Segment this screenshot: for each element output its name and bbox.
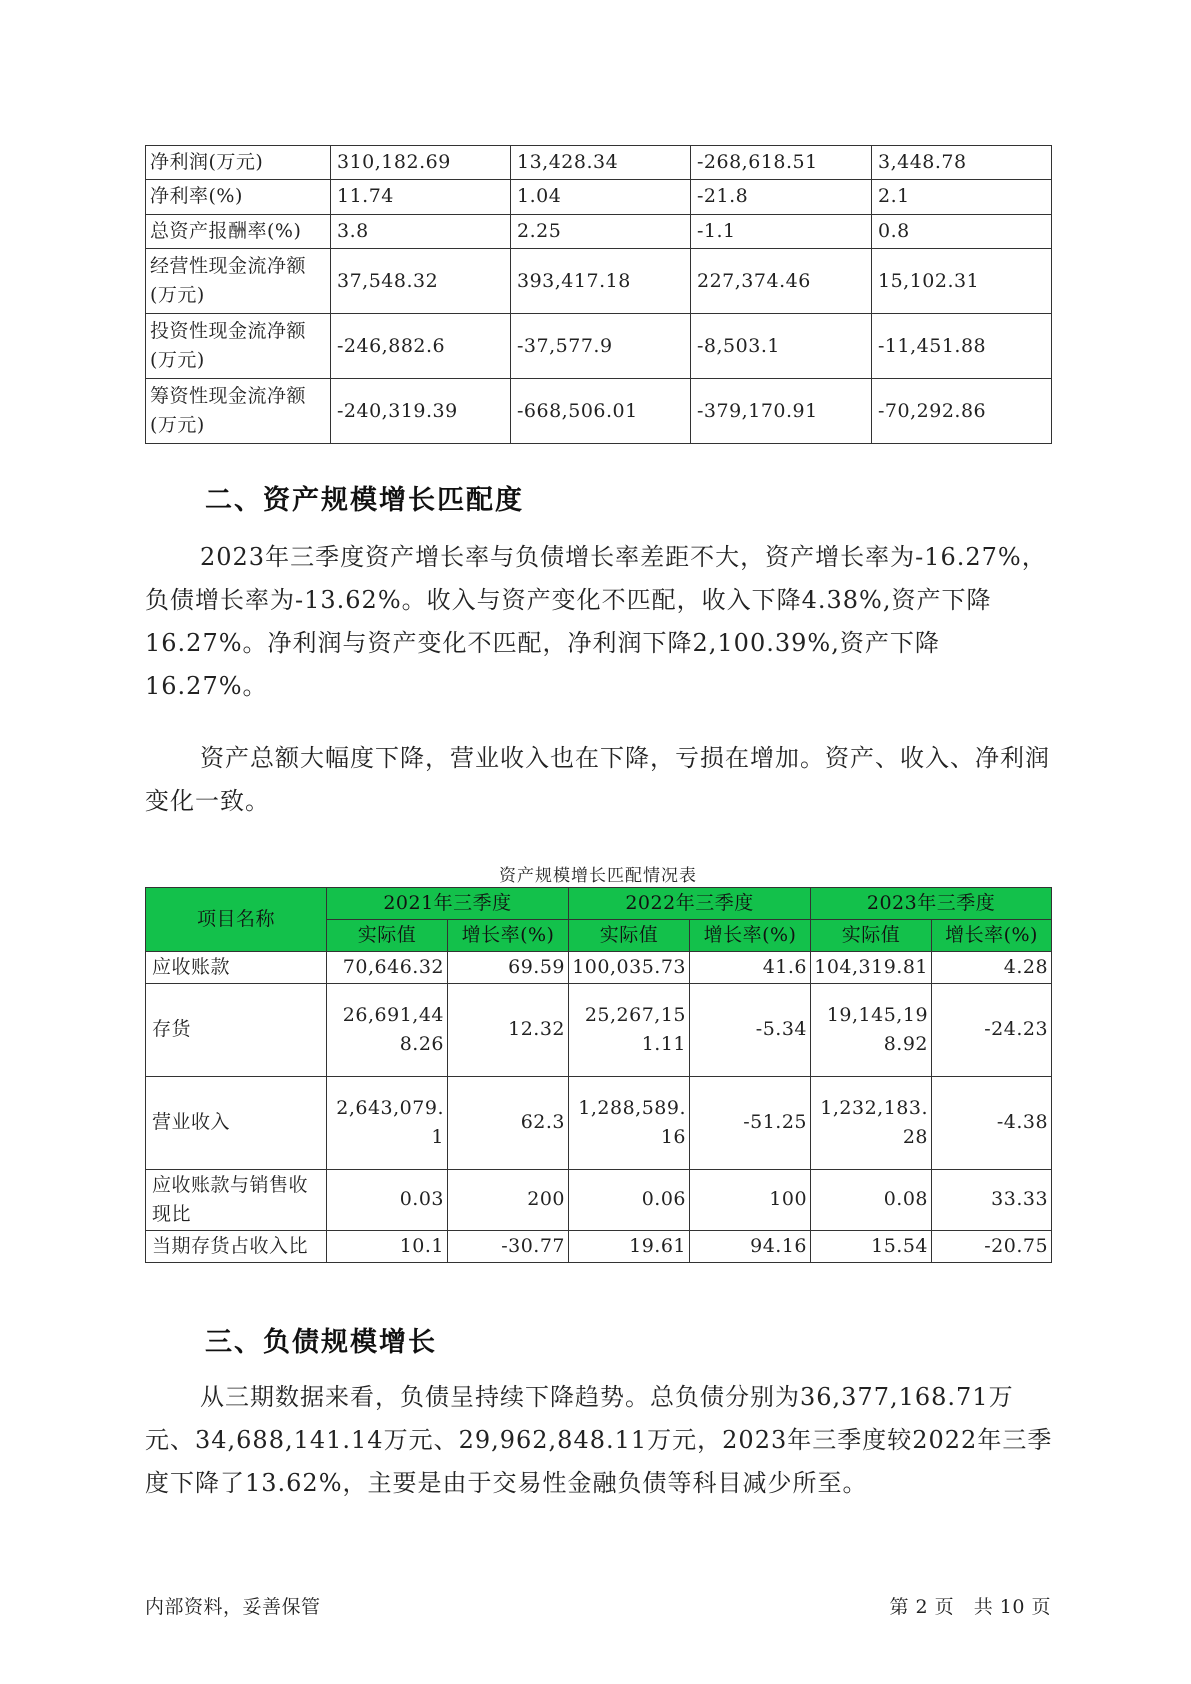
row-label: 应收账款与销售收现比 <box>146 1170 327 1231</box>
table-cell: 1,232,183.28 <box>811 1077 932 1170</box>
table-cell: -668,506.01 <box>511 379 691 444</box>
table-cell: 200 <box>448 1170 569 1231</box>
section-heading: 二、资产规模增长匹配度 <box>205 485 524 516</box>
table-cell: 69.59 <box>448 952 569 984</box>
table-cell: 25,267,151.11 <box>569 984 690 1077</box>
paragraph: 资产总额大幅度下降，营业收入也在下降，亏损在增加。资产、收入、净利润变化一致。 <box>145 744 1050 815</box>
table-cell: 94.16 <box>690 1231 811 1263</box>
table-cell: 310,182.69 <box>331 146 511 180</box>
paragraph: 2023年三季度资产增长率与负债增长率差距不大，资产增长率为-16.27%，负债增长率为-13.62%。收入与资产变化不匹配，收入下降4.38%,资产下降16.27%。净利润与资产变化不匹配，净利润下降2,100.39%,资产下降16.27%。 <box>145 543 1047 700</box>
table-cell: 1,288,589.16 <box>569 1077 690 1170</box>
table-row <box>146 314 1052 379</box>
asset-growth-table <box>145 887 1052 1263</box>
table-cell: 0.03 <box>327 1170 448 1231</box>
row-label: 存货 <box>146 984 327 1077</box>
table-cell: 10.1 <box>327 1231 448 1263</box>
table-cell: -268,618.51 <box>691 146 872 180</box>
table-cell: -1.1 <box>691 214 872 248</box>
table-row <box>146 214 1052 248</box>
table-cell: 3,448.78 <box>872 146 1052 180</box>
row-label: 经营性现金流净额(万元) <box>146 249 331 314</box>
table-header-row <box>146 888 1052 920</box>
table-cell: -70,292.86 <box>872 379 1052 444</box>
table-row <box>146 1231 1052 1263</box>
section-heading: 三、负债规模增长 <box>205 1327 437 1358</box>
table-cell: 26,691,448.26 <box>327 984 448 1077</box>
table-cell: 2.1 <box>872 180 1052 214</box>
row-label: 净利率(%) <box>146 180 331 214</box>
row-label: 净利润(万元) <box>146 146 331 180</box>
column-header: 2021年三季度 <box>327 888 569 920</box>
table-cell: 70,646.32 <box>327 952 448 984</box>
row-label: 筹资性现金流净额(万元) <box>146 379 331 444</box>
column-header: 增长率(%) <box>690 920 811 952</box>
column-header: 2023年三季度 <box>811 888 1052 920</box>
table-cell: 100 <box>690 1170 811 1231</box>
column-header: 实际值 <box>811 920 932 952</box>
table-cell: -240,319.39 <box>331 379 511 444</box>
row-label: 投资性现金流净额(万元) <box>146 314 331 379</box>
row-label: 营业收入 <box>146 1077 327 1170</box>
table-row <box>146 952 1052 984</box>
table-cell: 11.74 <box>331 180 511 214</box>
table-cell: 12.32 <box>448 984 569 1077</box>
table-cell: -11,451.88 <box>872 314 1052 379</box>
row-label: 总资产报酬率(%) <box>146 214 331 248</box>
table-cell: 4.28 <box>932 952 1052 984</box>
column-header: 项目名称 <box>146 888 327 952</box>
table-cell: -30.77 <box>448 1231 569 1263</box>
column-header: 2022年三季度 <box>569 888 811 920</box>
table-cell: 15.54 <box>811 1231 932 1263</box>
table-cell: 15,102.31 <box>872 249 1052 314</box>
table-cell: -4.38 <box>932 1077 1052 1170</box>
column-header: 增长率(%) <box>932 920 1052 952</box>
table-cell: 33.33 <box>932 1170 1052 1231</box>
table-cell: -379,170.91 <box>691 379 872 444</box>
table-cell: -37,577.9 <box>511 314 691 379</box>
table-cell: -24.23 <box>932 984 1052 1077</box>
table-cell: 393,417.18 <box>511 249 691 314</box>
table-cell: 19,145,198.92 <box>811 984 932 1077</box>
table-cell: -51.25 <box>690 1077 811 1170</box>
column-header: 实际值 <box>569 920 690 952</box>
table-cell: 62.3 <box>448 1077 569 1170</box>
table-cell: 41.6 <box>690 952 811 984</box>
table-cell: 1.04 <box>511 180 691 214</box>
table-cell: 19.61 <box>569 1231 690 1263</box>
table-row <box>146 984 1052 1077</box>
table-row <box>146 146 1052 180</box>
row-label: 当期存货占收入比 <box>146 1231 327 1263</box>
table-cell: -21.8 <box>691 180 872 214</box>
table-cell: 0.8 <box>872 214 1052 248</box>
footer-page-number: 第 2 页 共 10 页 <box>889 1596 1051 1618</box>
table-cell: -8,503.1 <box>691 314 872 379</box>
financial-metrics-table <box>145 145 1052 444</box>
table-cell: -246,882.6 <box>331 314 511 379</box>
table-cell: 37,548.32 <box>331 249 511 314</box>
table-cell: 13,428.34 <box>511 146 691 180</box>
table-row <box>146 379 1052 444</box>
table-cell: 100,035.73 <box>569 952 690 984</box>
table-row <box>146 1077 1052 1170</box>
table-row <box>146 249 1052 314</box>
table-cell: 0.08 <box>811 1170 932 1231</box>
table-cell: -20.75 <box>932 1231 1052 1263</box>
table-cell: 104,319.81 <box>811 952 932 984</box>
table-cell: 2,643,079.1 <box>327 1077 448 1170</box>
table-caption: 资产规模增长匹配情况表 <box>499 866 697 886</box>
column-header: 增长率(%) <box>448 920 569 952</box>
table-cell: 3.8 <box>331 214 511 248</box>
column-header: 实际值 <box>327 920 448 952</box>
paragraph: 从三期数据来看，负债呈持续下降趋势。总负债分别为36,377,168.71万元、34,688,141.14万元、29,962,848.11万元，2023年三季度较2022年三季度下降了13.62%，主要是由于交易性金融负债等科目减少所至。 <box>145 1383 1053 1497</box>
table-cell: 227,374.46 <box>691 249 872 314</box>
table-row <box>146 180 1052 214</box>
table-row <box>146 1170 1052 1231</box>
table-cell: 0.06 <box>569 1170 690 1231</box>
row-label: 应收账款 <box>146 952 327 984</box>
table-cell: 2.25 <box>511 214 691 248</box>
table-cell: -5.34 <box>690 984 811 1077</box>
footer-confidential: 内部资料，妥善保管 <box>145 1596 321 1618</box>
